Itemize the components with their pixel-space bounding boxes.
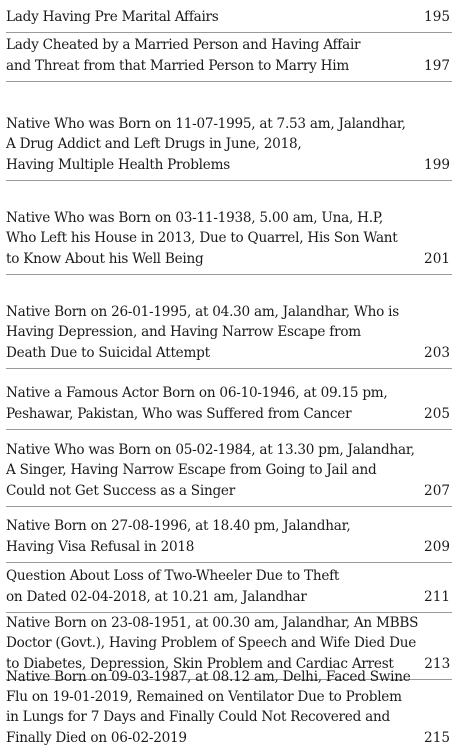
entry-title-line: Native Born on 26-01-1995, at 04.30 am, Jalandhar, Who is xyxy=(6,304,399,321)
entry-title-line: A Singer, Having Narrow Escape from Going to Jail and xyxy=(6,462,377,479)
entry-title-line: on Dated 02-04-2018, at 10.21 am, Jalandhar xyxy=(6,588,307,605)
page-number: 203 xyxy=(424,344,450,361)
entry-title-line: Doctor (Govt.), Having Problem of Speech and Wife Died Due xyxy=(6,635,417,652)
page-number: 195 xyxy=(424,8,450,25)
toc-entry xyxy=(6,430,452,507)
entry-title-line: to Know About his Well Being xyxy=(6,250,204,267)
page-number: 215 xyxy=(424,729,450,746)
entry-title-line: Lady Having Pre Marital Affairs xyxy=(6,8,219,25)
entry-title-line: A Drug Addict and Left Drugs in June, 2018, xyxy=(6,136,302,153)
entry-title xyxy=(6,35,424,76)
entry-title-line: Native Born on 09-03-1987, at 08.12 am, Delhi, Faced Swine xyxy=(6,668,411,685)
toc-entry xyxy=(6,33,452,82)
entry-title-line: and Threat from that Married Person to Marry Him xyxy=(6,57,349,74)
entry-title-line: to Diabetes, Depression, Skin Problem and Cardiac Arrest xyxy=(6,655,394,672)
entry-title-line: Native a Famous Actor Born on 06-10-1946, at 09.15 pm, xyxy=(6,385,388,402)
entry-title-line: Who Left his House in 2013, Due to Quarrel, His Son Want xyxy=(6,230,398,247)
entry-title xyxy=(6,7,424,27)
page-number: 199 xyxy=(424,156,450,173)
entry-title-line: Question About Loss of Two-Wheeler Due to Theft xyxy=(6,568,340,585)
entry-title xyxy=(6,440,424,501)
entry-title xyxy=(6,613,424,674)
toc-entry xyxy=(6,181,452,275)
page-number: 209 xyxy=(424,538,450,555)
toc-entry xyxy=(6,507,452,563)
entry-title-line: Flu on 19-01-2019, Remained on Ventilator Due to Problem xyxy=(6,689,402,706)
toc-entry xyxy=(6,369,452,430)
page-number: 207 xyxy=(424,482,450,499)
page-number: 201 xyxy=(424,250,450,267)
entry-title xyxy=(6,383,424,424)
entry-title-line: Native Who was Born on 11-07-1995, at 7.53 am, Jalandhar, xyxy=(6,116,406,133)
entry-title-line: Finally Died on 06-02-2019 xyxy=(6,729,187,746)
entry-title-line: Having Visa Refusal in 2018 xyxy=(6,538,195,555)
page-number: 213 xyxy=(424,655,451,672)
entry-title-line: Lady Cheated by a Married Person and Having Affair xyxy=(6,37,361,54)
entry-title-line: Death Due to Suicidal Attempt xyxy=(6,344,210,361)
toc-entry xyxy=(6,668,452,753)
toc-entry xyxy=(6,82,452,181)
page-number: 211 xyxy=(424,588,450,605)
entry-title-line: Could not Get Success as a Singer xyxy=(6,482,235,499)
entry-title-line: Native Born on 27-08-1996, at 18.40 pm, Jalandhar, xyxy=(6,518,351,535)
page-number: 205 xyxy=(424,405,450,422)
entry-title-line: Having Depression, and Having Narrow Escape from xyxy=(6,324,361,341)
toc-entry xyxy=(6,563,452,613)
entry-title xyxy=(6,208,424,269)
page-number: 197 xyxy=(424,57,450,74)
entry-title-line: Native Born on 23-08-1951, at 00.30 am, Jalandhar, An MBBS xyxy=(6,615,419,632)
entry-title xyxy=(6,302,424,363)
entry-title-line: Having Multiple Health Problems xyxy=(6,156,230,173)
toc-entry xyxy=(6,275,452,369)
entry-title xyxy=(6,114,424,175)
entry-title xyxy=(6,516,424,557)
entry-title xyxy=(6,566,424,607)
toc-entry xyxy=(6,0,452,33)
entry-title-line: Native Who was Born on 03-11-1938, 5.00 am, Una, H.P, xyxy=(6,210,383,227)
entry-title-line: in Lungs for 7 Days and Finally Could Not Recovered and xyxy=(6,709,390,726)
entry-title-line: Peshawar, Pakistan, Who was Suffered from Cancer xyxy=(6,405,352,422)
entry-title xyxy=(6,667,424,748)
entry-title-line: Native Who was Born on 05-02-1984, at 13.30 pm, Jalandhar, xyxy=(6,442,415,459)
